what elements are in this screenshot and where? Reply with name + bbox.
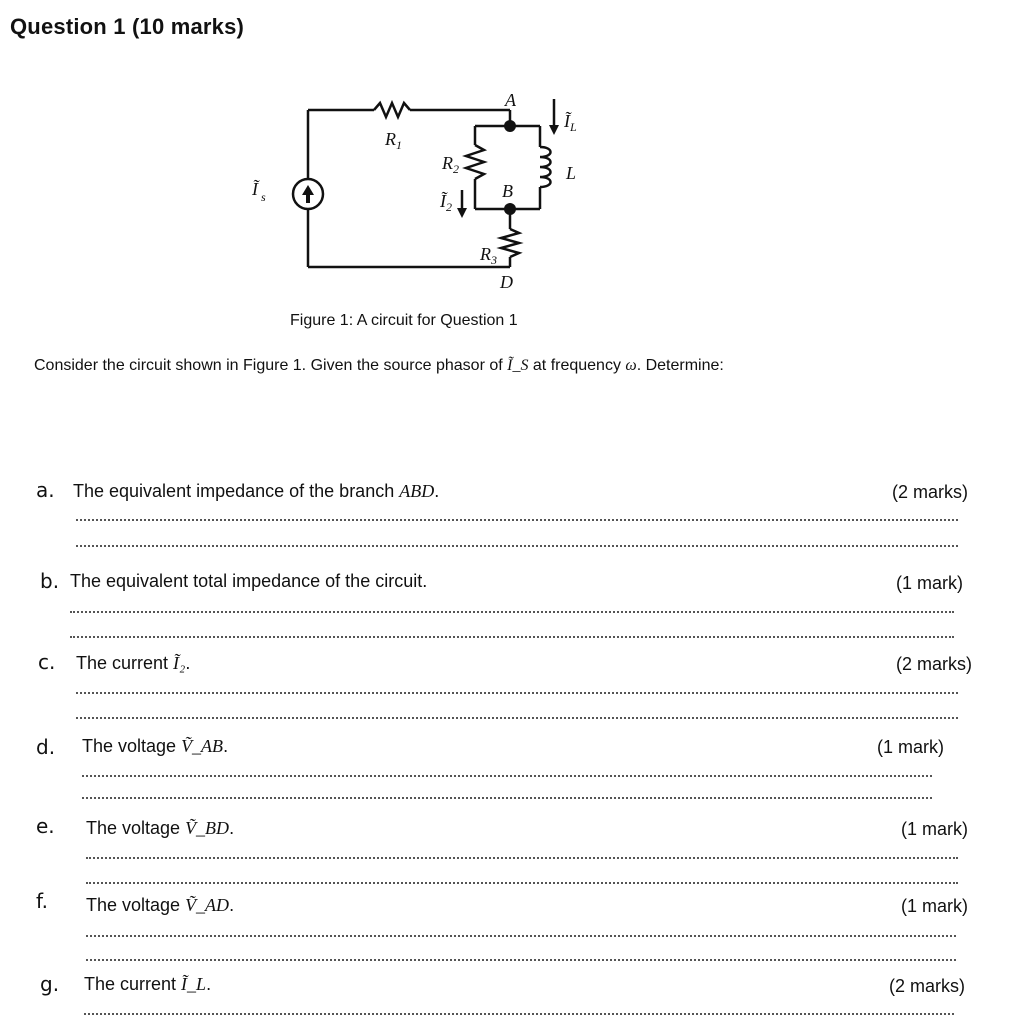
label-node-a: A [505,90,516,110]
question-text: The current Ĩ₂. [76,653,191,673]
label-inductor: L [566,163,577,183]
answer-line[interactable] [86,882,958,884]
label-r2: $R_2$ [442,153,459,176]
resistor-r1 [374,103,410,117]
question-title: Question 1 (10 marks) [10,14,245,39]
answer-line[interactable] [76,519,958,521]
marks-label: (1 mark) [877,737,944,757]
question-c [0,648,1034,728]
resistor-r3 [501,229,519,257]
label-is: Ĩ [252,179,258,199]
label-il: $Ĩ_L$ [564,111,577,134]
label-i2: $Ĩ_2$ [440,191,452,214]
resistor-r2 [466,145,484,179]
answer-line[interactable] [70,611,954,613]
figure-caption: Figure 1: A circuit for Question 1 [290,312,518,329]
question-letter: f. [36,889,48,913]
source-symbol: Ĩ_S [507,357,529,374]
label-node-b: B [502,181,513,201]
question-f [0,889,1034,969]
marks-label: (1 mark) [901,896,968,916]
question-text: The equivalent total impedance of the circuit. [70,571,428,591]
answer-line[interactable] [76,545,958,547]
question-e [0,814,1034,894]
question-text: The voltage Ṽ_AB. [82,736,229,756]
circuit-diagram [240,85,600,295]
answer-line[interactable] [82,775,932,777]
question-d [0,733,1034,813]
question-letter: b. [40,569,60,593]
question-b [0,567,1034,647]
marks-label: (1 mark) [896,573,963,593]
answer-line[interactable] [70,636,954,638]
node-b-dot [504,203,516,215]
answer-line[interactable] [86,935,956,937]
intro-text: Consider the circuit shown in Figure 1. Given the source phasor of Ĩ_S at frequency ω. Determine: [34,357,724,374]
label-r3: $R_3$ [480,244,497,267]
inductor-l [540,147,551,187]
answer-line[interactable] [86,857,958,859]
question-text: The voltage Ṽ_AD. [86,895,235,915]
question-text: The equivalent impedance of the branch ABD. [73,481,440,501]
question-letter: d. [36,735,56,759]
omega-symbol: ω [625,357,637,374]
question-g [0,970,1034,1020]
svg-text:s: s [261,190,266,204]
answer-line[interactable] [76,692,958,694]
node-a-dot [504,120,516,132]
answer-line[interactable] [82,797,932,799]
question-text: The voltage Ṽ_BD. [86,818,235,838]
answer-line[interactable] [84,1013,954,1015]
label-r1: $R_1$ [385,129,402,152]
question-letter: c. [38,650,56,674]
question-letter: g. [40,972,60,996]
question-text: The current Ĩ_L. [84,974,212,994]
marks-label: (2 marks) [896,654,972,674]
marks-label: (2 marks) [892,482,968,502]
question-letter: e. [36,814,55,838]
marks-label: (2 marks) [889,976,965,996]
answer-line[interactable] [86,959,956,961]
question-a [0,476,1034,556]
answer-line[interactable] [76,717,958,719]
marks-label: (1 mark) [901,819,968,839]
question-letter: a. [36,478,55,502]
label-node-d: D [500,272,513,292]
